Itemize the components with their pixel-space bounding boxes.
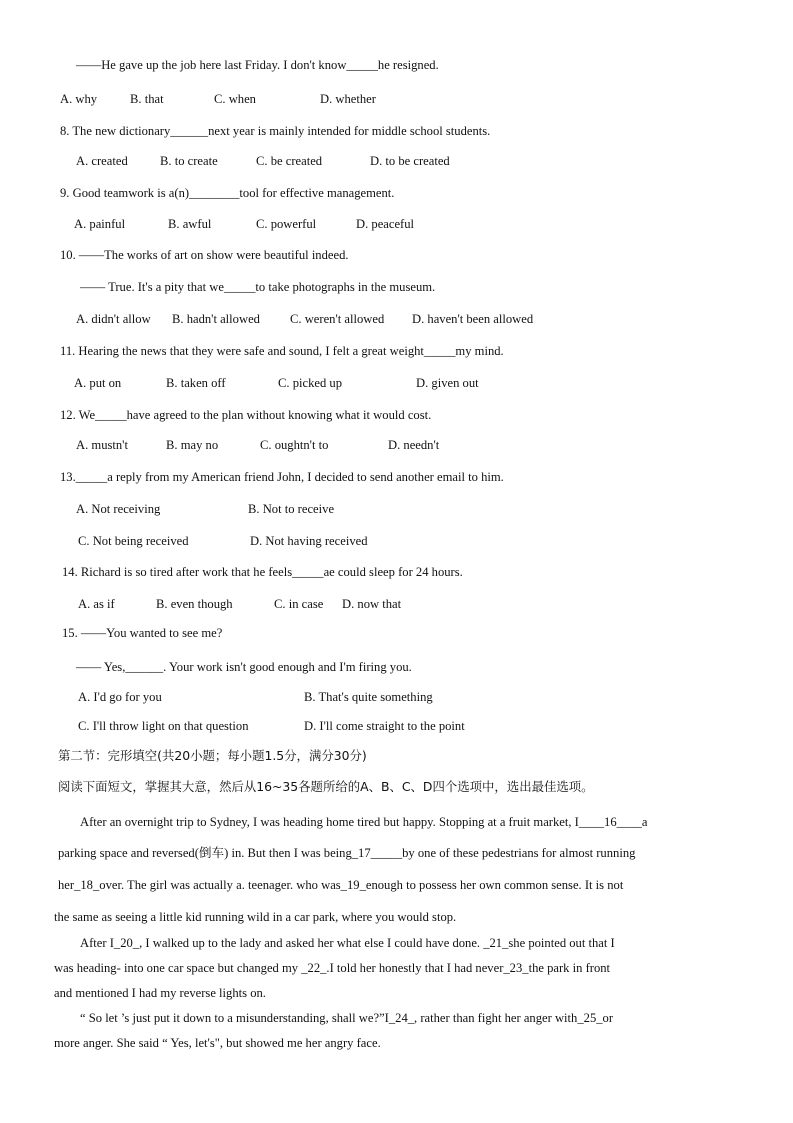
q7-option-d: D. whether [320, 92, 376, 106]
passage-line-6: was heading- into one car space but changed my _22_.I told her honestly that I had never_23_the park in front [54, 961, 611, 975]
q9-option-a: A. painful [74, 217, 126, 231]
q9-option-b: B. awful [168, 217, 212, 231]
q14-option-b: B. even though [156, 597, 233, 611]
q15-option-c: C. I'll throw light on that question [78, 719, 249, 733]
q7-stem: ——He gave up the job here last Friday. I don't know_____he resigned. [76, 58, 439, 72]
q11-option-b: B. taken off [166, 376, 226, 390]
q9-option-c: C. powerful [256, 217, 317, 231]
q7-option-c: C. when [214, 92, 256, 106]
q15-stem-reply: —— Yes,______. Your work isn't good enough and I'm firing you. [76, 660, 412, 674]
q14-option-c: C. in case [274, 597, 324, 611]
q9-stem: 9. Good teamwork is a(n)________tool for effective management. [60, 186, 395, 200]
passage-line-3: her_18_over. The girl was actually a. teenager. who was_19_enough to possess her own common sense. It is not [58, 878, 624, 892]
q13-option-d: D. Not having received [250, 534, 368, 548]
q8-option-c: C. be created [256, 154, 323, 168]
passage-line-1: After an overnight trip to Sydney, I was heading home tired but happy. Stopping at a fruit market, I____16____a [80, 815, 648, 829]
q14-option-a: A. as if [78, 597, 115, 611]
q12-stem: 12. We_____have agreed to the plan without knowing what it would cost. [60, 408, 432, 422]
q12-option-d: D. needn't [388, 438, 440, 452]
q10-option-c: C. weren't allowed [290, 312, 385, 326]
q14-stem: 14. Richard is so tired after work that he feels_____ae could sleep for 24 hours. [62, 565, 463, 579]
q14-option-d: D. now that [342, 597, 402, 611]
q7-option-b: B. that [130, 92, 164, 106]
q8-option-d: D. to be created [370, 154, 450, 168]
passage-line-4: the same as seeing a little kid running wild in a car park, where you would stop. [54, 910, 457, 924]
q12-option-b: B. may no [166, 438, 219, 452]
passage-line-8: “ So let ’s just put it down to a misunderstanding, shall we?”I_24_, rather than fight her anger with_25_or [80, 1011, 614, 1025]
q11-stem: 11. Hearing the news that they were safe and sound, I felt a great weight_____my mind. [60, 344, 504, 358]
q8-stem: 8. The new dictionary______next year is mainly intended for middle school students. [60, 124, 491, 138]
passage-line-2: parking space and reversed(倒车) in. But then I was being_17_____by one of these pedestrians for almost running [58, 846, 636, 860]
passage-line-5: After I_20_, I walked up to the lady and asked her what else I could have done. _21_she pointed out that I [80, 936, 615, 950]
q7-option-a: A. why [60, 92, 98, 106]
q13-stem: 13._____a reply from my American friend John, I decided to send another email to him. [60, 470, 504, 484]
q10-option-a: A. didn't allow [76, 312, 151, 326]
q11-option-a: A. put on [74, 376, 122, 390]
q11-option-d: D. given out [416, 376, 479, 390]
q11-option-c: C. picked up [278, 376, 343, 390]
q15-option-a: A. I'd go for you [78, 690, 162, 704]
section2-instruction: 阅读下面短文，掌握其大意，然后从16~35各题所给的A、B、C、D四个选项中，选出最佳选项。 [58, 779, 594, 794]
section2-heading: 第二节：完形填空(共20小题；每小题1.5分，满分30分) [58, 748, 367, 763]
q15-option-b: B. That's quite something [304, 690, 433, 704]
q8-option-b: B. to create [160, 154, 218, 168]
q8-option-a: A. created [76, 154, 128, 168]
passage-line-9: more anger. She said “ Yes, let's", but showed me her angry face. [54, 1036, 381, 1050]
passage-line-7: and mentioned I had my reverse lights on. [54, 986, 266, 1000]
q10-option-b: B. hadn't allowed [172, 312, 260, 326]
q10-stem-reply: —— True. It's a pity that we_____to take photographs in the museum. [80, 280, 436, 294]
q9-option-d: D. peaceful [356, 217, 415, 231]
q15-stem: 15. ——You wanted to see me? [62, 626, 223, 640]
q12-option-a: A. mustn't [76, 438, 128, 452]
q10-option-d: D. haven't been allowed [412, 312, 534, 326]
q13-option-c: C. Not being received [78, 534, 189, 548]
q12-option-c: C. oughtn't to [260, 438, 329, 452]
q13-option-a: A. Not receiving [76, 502, 161, 516]
q10-stem: 10. ——The works of art on show were beautiful indeed. [60, 248, 349, 262]
q15-option-d: D. I'll come straight to the point [304, 719, 465, 733]
q13-option-b: B. Not to receive [248, 502, 335, 516]
